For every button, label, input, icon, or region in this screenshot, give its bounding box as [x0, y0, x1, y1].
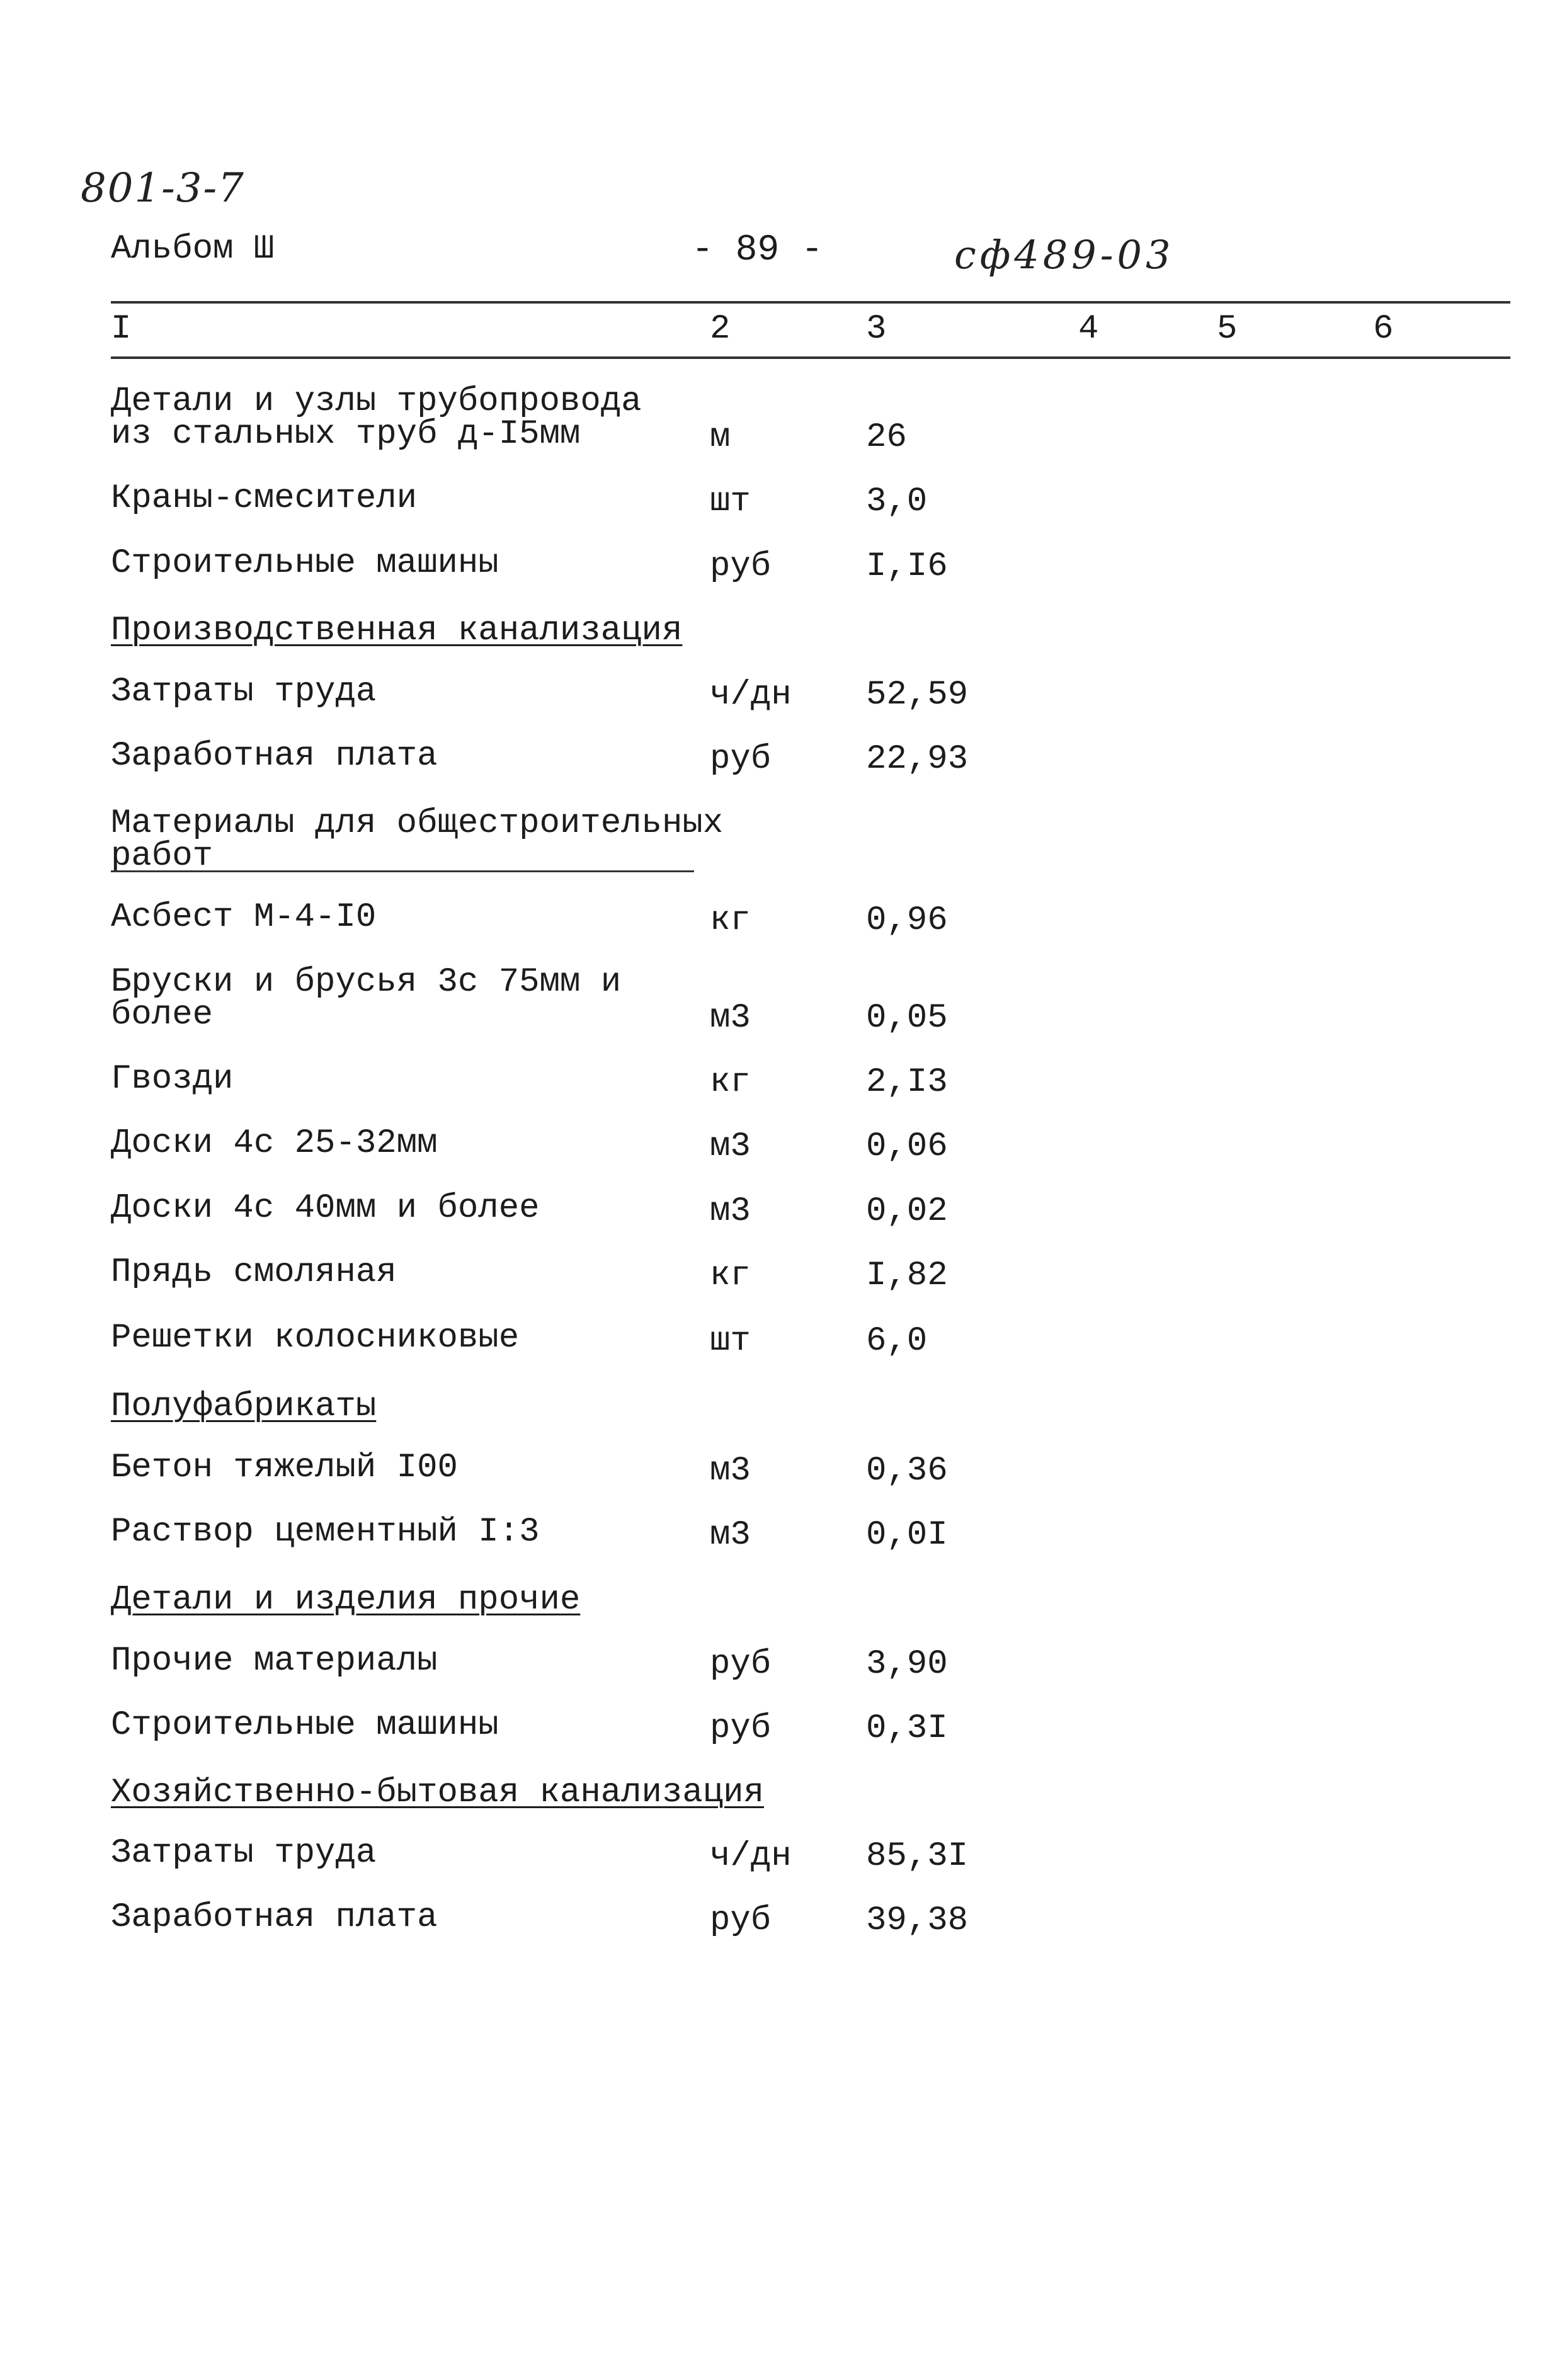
row-unit: м3 [710, 999, 751, 1037]
row-name: Затраты труда [111, 1834, 377, 1872]
row-unit: кг [710, 1063, 751, 1102]
row-name: Строительные машины [111, 544, 499, 583]
section-heading: Детали и изделия прочие [111, 1581, 581, 1619]
row-name: Строительные машины [111, 1706, 499, 1745]
column-header-6: 6 [1373, 310, 1394, 348]
section-heading-multiline: Материалы для общестроительных работ [111, 804, 724, 875]
row-unit: руб [710, 547, 772, 586]
row-qty: 2,I3 [866, 1063, 948, 1102]
row-qty: I,I6 [866, 547, 948, 586]
row-unit: шт [710, 482, 751, 521]
row-unit: м3 [710, 1192, 751, 1231]
row-name: Доски 4с 40мм и более [111, 1189, 540, 1227]
row-qty: 0,3I [866, 1709, 948, 1748]
row-name: Доски 4с 25-32мм [111, 1124, 438, 1163]
row-name: Решетки колосниковые [111, 1319, 520, 1357]
row-qty: 85,3I [866, 1837, 969, 1876]
row-name: Затраты труда [111, 673, 377, 711]
column-header-2: 2 [710, 310, 731, 348]
row-name: Прочие материалы [111, 1642, 438, 1680]
row-name: Краны-смесители [111, 479, 418, 518]
row-unit: шт [710, 1322, 751, 1360]
row-qty: 3,0 [866, 482, 928, 521]
album-label: Альбом Ш [111, 230, 275, 268]
row-name: Прядь смоляная [111, 1253, 397, 1292]
row-qty: 0,05 [866, 999, 948, 1037]
row-qty: 3,90 [866, 1645, 948, 1683]
handwritten-series-note: 801-3-7 [81, 165, 245, 212]
column-header-5: 5 [1217, 310, 1238, 348]
row-name: Гвозди [111, 1060, 234, 1098]
row-qty: 52,59 [866, 676, 969, 714]
row-unit: руб [710, 1645, 772, 1683]
row-unit: кг [710, 1256, 751, 1295]
column-header-1: I [111, 310, 132, 348]
row-unit: кг [710, 901, 751, 940]
header-rule-bottom [111, 356, 1510, 359]
row-unit: руб [710, 1709, 772, 1748]
row-unit: руб [710, 740, 772, 778]
section-heading: Производственная канализация [111, 612, 683, 650]
row-unit: ч/дн [710, 676, 792, 714]
row-unit: руб [710, 1901, 772, 1940]
row-unit: м [710, 418, 731, 457]
row-qty: 0,06 [866, 1127, 948, 1166]
row-qty: I,82 [866, 1256, 948, 1295]
section-underline [111, 870, 694, 872]
row-qty: 0,0I [866, 1516, 948, 1554]
row-name: Заработная плата [111, 737, 438, 775]
column-header-4: 4 [1078, 310, 1099, 348]
row-qty: 22,93 [866, 740, 969, 778]
handwritten-code-note: сф489-03 [954, 232, 1175, 278]
row-qty: 39,38 [866, 1901, 969, 1940]
row-unit: м3 [710, 1127, 751, 1166]
row-name: Бруски и брусья 3с 75мм и более [111, 963, 622, 1034]
row-name: Заработная плата [111, 1898, 438, 1937]
row-unit: ч/дн [710, 1837, 792, 1876]
row-unit: м3 [710, 1452, 751, 1490]
row-qty: 0,02 [866, 1192, 948, 1231]
row-qty: 26 [866, 418, 907, 457]
row-qty: 0,36 [866, 1452, 948, 1490]
row-qty: 0,96 [866, 901, 948, 940]
page-number: - 89 - [692, 230, 823, 271]
section-heading: Хозяйственно-бытовая канализация [111, 1774, 764, 1812]
column-header-3: 3 [866, 310, 887, 348]
row-name: Бетон тяжелый I00 [111, 1449, 458, 1487]
row-unit: м3 [710, 1516, 751, 1554]
header-rule-top [111, 301, 1510, 304]
row-qty: 6,0 [866, 1322, 928, 1360]
section-heading: Полуфабрикаты [111, 1387, 377, 1426]
row-name: Асбест М-4-I0 [111, 898, 377, 937]
row-name: Детали и узлы трубопровода из стальных труб д-I5мм [111, 382, 642, 453]
row-name: Раствор цементный I:3 [111, 1513, 540, 1551]
